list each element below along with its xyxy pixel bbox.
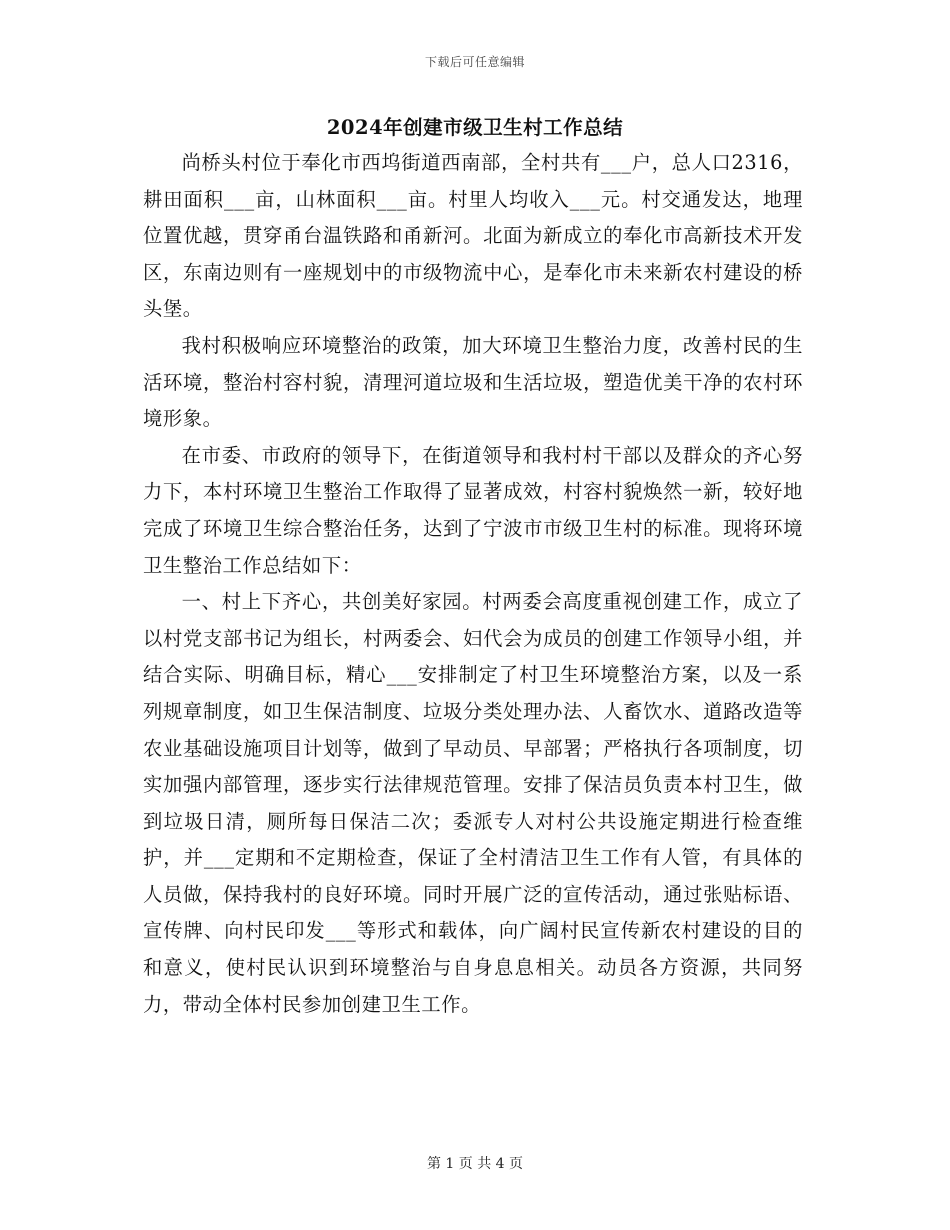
paragraph-1: 尚桥头村位于奉化市西坞街道西南部，全村共有___户，总人口2316，耕田面积___亩，山林面积___亩。村里人均收入___元。村交通发达，地理位置优越，贯穿甬台温铁路和甬新河。北面为新成立的奉化市高新技术开发区，东南边则有一座规划中的市级物流中心，是奉化市未来新农村建设的桥头堡。 <box>143 151 803 321</box>
paragraph-2: 我村积极响应环境整治的政策，加大环境卫生整治力度，改善村民的生活环境，整治村容村貌，清理河道垃圾和生活垃圾，塑造优美干净的农村环境形象。 <box>143 333 803 431</box>
document-title: 2024年创建市级卫生村工作总结 <box>326 116 624 139</box>
paragraph-4: 一、村上下齐心，共创美好家园。村两委会高度重视创建工作，成立了以村党支部书记为组长，村两委会、妇代会为成员的创建工作领导小组，并结合实际、明确目标，精心___安排制定了村卫生环境整治方案，以及一系列规章制度，如卫生保洁制度、垃圾分类处理办法、人畜饮水、道路改造等农业基础设施项目计划等，做到了早动员、早部署；严格执行各项制度，切实加强内部管理，逐步实行法律规范管理。安排了保洁员负责本村卫生，做到垃圾日清，厕所每日保洁二次；委派专人对村公共设施定期进行检查维护，并___定期和不定期检查，保证了全村清洁卫生工作有人管，有具体的人员做，保持我村的良好环境。同时开展广泛的宣传活动，通过张贴标语、宣传牌、向村民印发___等形式和载体，向广阔村民宣传新农村建设的目的和意义，使村民认识到环境整治与自身息息相关。动员各方资源，共同努力，带动全体村民参加创建卫生工作。 <box>143 590 803 1016</box>
page-footer: 第 1 页 共 4 页 <box>426 1156 524 1172</box>
header-note: 下载后可任意编辑 <box>424 55 525 69</box>
paragraph-3: 在市委、市政府的领导下，在街道领导和我村村干部以及群众的齐心努力下，本村环境卫生整治工作取得了显著成效，村容村貌焕然一新，较好地完成了环境卫生综合整治任务，达到了宁波市市级卫生村的标准。现将环境卫生整治工作总结如下： <box>143 443 803 577</box>
document-body <box>143 145 803 1023</box>
